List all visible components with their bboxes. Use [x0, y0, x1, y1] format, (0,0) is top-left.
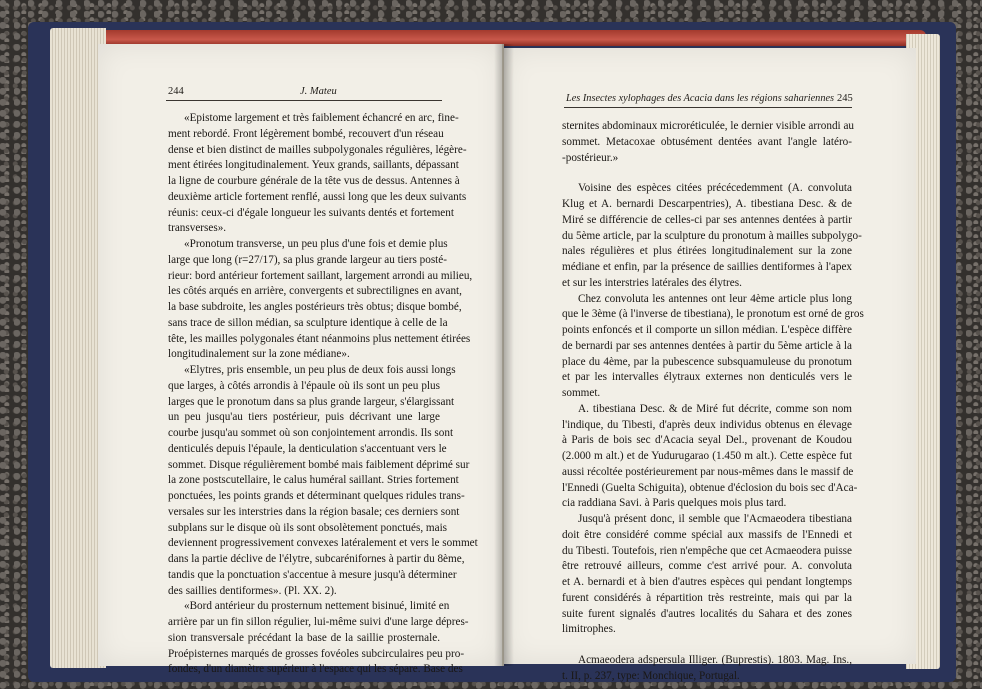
text-line: versales sur les interstries dans la région basale; ces derniers sont: [168, 505, 460, 518]
text-line: un peu jusqu'au tiers postérieur, puis décrivant une large: [168, 411, 440, 424]
text-line: que larges, à côtés arrondis à l'épaule où ils sont un peu plus: [168, 379, 440, 392]
text-line: place du 4ème, par la pubescence subsquamuleuse du pronotum: [562, 355, 852, 368]
text-line: Klug et A. bernardi Descarpentries), A. tibestiana Desc. & de: [562, 198, 852, 210]
text-line: ment rebordé. Front légèrement bombé, recouvert d'un réseau: [168, 127, 444, 140]
text-line: l'Ennedi (Guelta Schiguita), obtenue d'éclosion du bois sec d'Aca-: [562, 481, 858, 494]
text-line: aussi récoltée postérieurement par nous-mêmes dans le massif de: [562, 465, 854, 478]
text-line: ponctuées, les points grands et déterminant quelques ridules trans-: [168, 490, 465, 502]
text-line: dans la partie déclive de l'élytre, subcarénifornes à partir du 8ème,: [168, 553, 465, 565]
text-line: et A. bernardi et à bien d'autres espèces qui pendant longtemps: [562, 576, 852, 588]
text-line: rieur: bord antérieur fortement saillant, largement arrondi au milieu,: [168, 269, 473, 282]
text-line: ment étirées longitudinalement. Yeux grands, saillants, dépassant: [168, 159, 459, 172]
text-line: «Epistome largement et très faiblement échancré en arc, fine-: [184, 112, 459, 124]
right-header-rule: [564, 107, 852, 108]
text-line: sommet. Disque régulièrement bombé mais faiblement déprimé sur: [168, 458, 470, 471]
book-gutter: [494, 44, 514, 666]
text-line: nales régulières et plus étirées longitudinalement sur la zone: [562, 245, 852, 258]
text-line: [562, 166, 852, 181]
text-line: fondes, d'un diamètre supérieur à l'espace qui les sépare. Base des: [168, 663, 463, 676]
right-page-text: [562, 119, 864, 685]
text-line: deuxième article fortement renflé, aussi long que les deux suivants: [168, 190, 467, 203]
text-line: tandis que la ponctuation s'accentue à mesure jusqu'à déterminer: [168, 568, 457, 581]
text-line: large que long (r=27/17), sa plus grande largeur au tiers posté-: [168, 253, 447, 266]
text-line: [562, 638, 852, 653]
text-line: longitudinalement sur la zone médiane».: [168, 348, 350, 361]
text-line: -postérieur.»: [562, 151, 619, 164]
left-page-number: 244: [168, 86, 184, 97]
text-line: transverses».: [168, 222, 227, 235]
text-line: du Tibesti. Toutefois, rien n'empêche que cet Acmaeodera puisse: [562, 544, 852, 557]
text-line: sans trace de sillon médian, sa sculpture identique à celle de la: [168, 316, 448, 329]
text-line: Miré se différencie de celles-ci par ses antennes dentées à partir: [562, 213, 852, 226]
text-line: sommet.: [562, 387, 601, 399]
text-line: dense et bien distinct de mailles subpolygonales régulières, légère-: [168, 143, 467, 156]
text-line: t. II, p. 237, type: Monchique, Portugal.: [562, 669, 740, 682]
right-page-number: 245: [837, 93, 853, 104]
text-line: la ligne de courbure générale de la tête vus de dessus. Antennes à: [168, 175, 460, 187]
text-line: Chez convoluta les antennes ont leur 4ème article plus long: [578, 292, 852, 305]
text-line: Jusqu'à présent donc, il semble que l'Acmaeodera tibestiana: [578, 513, 852, 525]
text-line: arrière par un fin sillon régulier, lui-même suivi d'une large dépres-: [168, 616, 469, 628]
text-line: (2.000 m alt.) et de Yudurugarao (1.450 m alt.). Cette espèce fut: [562, 450, 852, 462]
text-line: réunis: ceux-ci d'égale longueur les suivants dentés et fortement: [168, 206, 454, 219]
text-line: «Elytres, pris ensemble, un peu plus de deux fois aussi longs: [184, 364, 456, 376]
text-line: du 5ème article, par la sculpture du pronotum à mailles subpolygo-: [562, 229, 862, 242]
right-running-head: Les Insectes xylophages des Acacia dans les régions sahariennes: [566, 93, 835, 104]
text-line: doit être considéré comme spécial aux massifs de l'Ennedi et: [562, 528, 852, 541]
text-line: la zone postscutellaire, le calus huméral saillant. Stries fortement: [168, 474, 459, 487]
text-line: tête, les mailles polygonales étant néanmoins plus nettement étirées: [168, 332, 471, 345]
text-line: Proépisternes marqués de grosses fovéoles subcirculaires peu pro-: [168, 647, 465, 660]
text-line: limitrophes.: [562, 623, 616, 636]
text-line: deviennent progressivement convexes latéralement et vers le sommet: [168, 537, 478, 550]
text-line: «Bord antérieur du prosternum nettement bisinué, limité en: [184, 600, 450, 613]
left-running-head: J. Mateu: [300, 86, 337, 97]
left-page-text: [168, 111, 478, 678]
left-header-rule: [166, 100, 442, 101]
text-line: être retrouvé ailleurs, comme c'est arrivé pour. A. convoluta: [562, 560, 852, 573]
text-line: Voisine des espèces citées précécedemment (A. convoluta: [578, 182, 852, 195]
text-line: médiane et enfin, par la présence de saillies dentiformes à l'apex: [562, 261, 852, 273]
text-line: à Paris de bois sec d'Acacia seyal Del., provenant de Koudou: [562, 434, 852, 447]
text-line: la base subdroite, les angles postérieurs très obtus; disque bombé,: [168, 301, 462, 313]
text-line: de bernardi par ses antennes dentées à partir du 5ème article à la: [562, 339, 852, 352]
text-line: et sur les interstries latérales des élytres.: [562, 276, 742, 289]
text-line: furent considérés à répartition très restreinte, mais qui par la: [562, 591, 852, 604]
text-line: denticulés depuis l'épaule, la denticulation s'accentuant vers le: [168, 442, 447, 455]
text-line: sommet. Metacoxae obtusément dentées avant l'angle latéro-: [562, 135, 852, 148]
text-line: sternites abdominaux microréticulée, le dernier visible arrondi au: [562, 120, 855, 132]
text-line: subplans sur le disque où ils sont obsolètement ponctués, mais: [168, 521, 448, 534]
text-line: cia raddiana Savi. à Paris quelques mois plus tard.: [562, 497, 787, 510]
text-line: A. tibestiana Desc. & de Miré fut décrite, comme son nom: [578, 402, 852, 415]
text-line: points enfoncés et il comporte un sillon médian. L'espèce diffère: [562, 324, 852, 336]
text-line: suite furent signalés d'autres localités du Sahara et des zones: [562, 607, 852, 620]
text-line: et par les intervalles élytraux externes non denticulés vers le: [562, 371, 852, 384]
text-line: sion transversale précédant la base de la saillie prosternale.: [168, 631, 440, 644]
text-line: larges que le pronotum dans sa plus grande largeur, s'élargissant: [168, 395, 455, 408]
text-line: les côtés arqués en arrière, convergents et subrectilignes en avant,: [168, 285, 462, 298]
text-line: Acmaeodera adspersula Illiger. (Buprestis). 1803. Mag. Ins.,: [578, 654, 852, 666]
text-line: «Pronotum transverse, un peu plus d'une fois et demie plus: [184, 238, 448, 250]
text-line: l'indique, du Tibesti, d'après deux individus obtenus en élevage: [562, 418, 852, 431]
text-line: des saillies dentiformes». (Pl. XX. 2).: [168, 584, 337, 597]
text-line: courbe jusqu'au sommet où son conjointement arrondis. Ils sont: [168, 427, 454, 439]
text-line: que le 3ème (à l'inverse de tibestiana), le pronotum est orné de gros: [562, 308, 864, 321]
